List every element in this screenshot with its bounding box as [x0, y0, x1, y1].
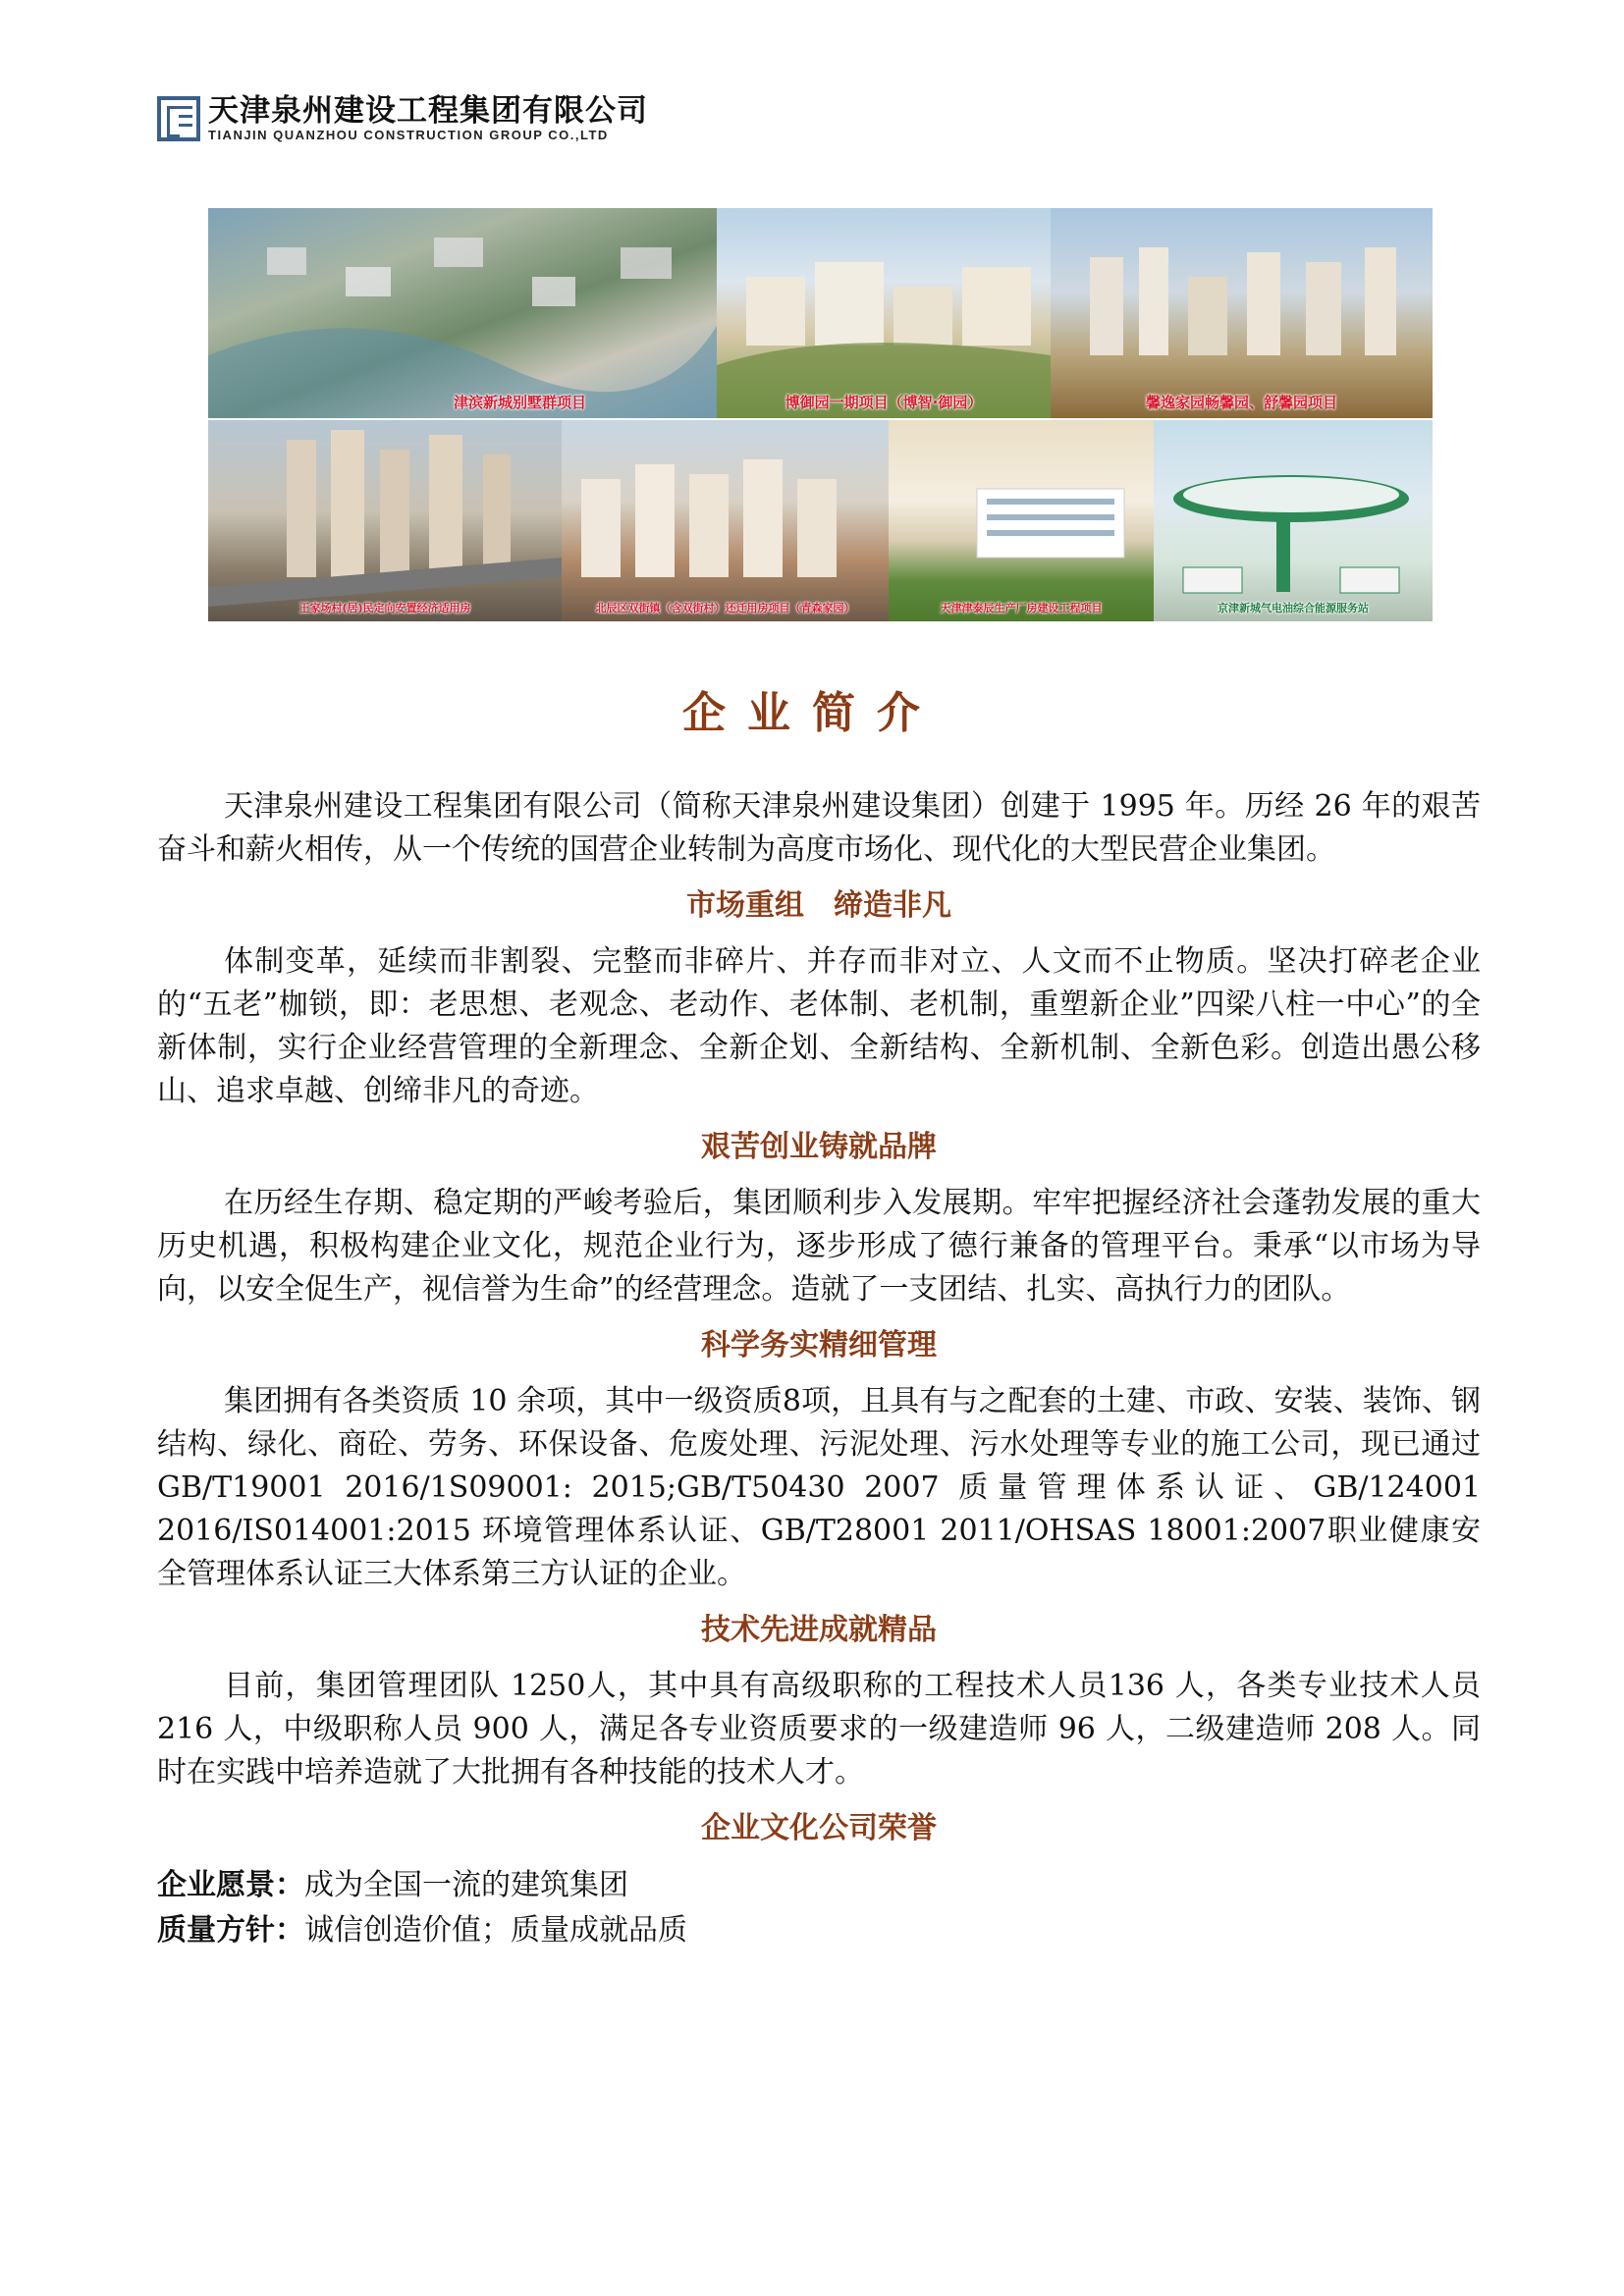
project-photo-boyu [717, 208, 1051, 418]
project-photo-factory [889, 420, 1154, 621]
quality-row [157, 1908, 1481, 1953]
photo-caption: 京津新城气电油综合能源服务站 [1218, 602, 1369, 614]
photo-caption: 北辰区双街镇（含双街村）还迁用房项目（青森家园） [595, 602, 855, 614]
photo-caption: 津滨新城别墅群项目 [454, 394, 587, 411]
photo-caption: 博御园一期项目（博智·御园） [785, 394, 983, 411]
section-paragraph: 目前，集团管理团队 1250人，其中具有高级职称的工程技术人员136 人，各类专业技术人员 216 人，中级职称人员 900 人，满足各专业资质要求的一级建造师 96 人，二级建造师 208 人。同时在实践中培养造就了大批拥有各种技能的技术人才。 [157, 1669, 1481, 1789]
page-title: 企业简介 [682, 688, 942, 738]
company-name-cn: 天津泉州建设工程集团有限公司 [208, 93, 648, 129]
vision-value: 成为全国一流的建筑集团 [304, 1868, 628, 1902]
section-heading: 艰苦创业铸就品牌 [701, 1130, 937, 1164]
company-name-en: TIANJIN QUANZHOU CONSTRUCTION GROUP CO.,LTD [208, 128, 609, 142]
photo-caption: 馨逸家园畅馨园、舒馨园项目 [1145, 394, 1337, 411]
quality-value: 诚信创造价值；质量成就品质 [304, 1913, 687, 1948]
project-photo-villas [208, 208, 717, 418]
company-logo-icon [157, 96, 200, 141]
company-header [157, 94, 648, 143]
project-photo-wangjiachang [208, 420, 562, 621]
project-photo-collage [208, 208, 1433, 621]
section-heading: 技术先进成就精品 [701, 1613, 937, 1647]
section-paragraph: 集团拥有各类资质 10 余项，其中一级资质8项，且具有与之配套的土建、市政、安装、装饰、钢结构、绿化、商砼、劳务、环保设备、危废处理、污泥处理、污水处理等专业的施工公司，现已通过 GB/T19001 2016/1S09001: 2015;GB/T50430 2007 质量管理体系认证、GB/124001 2016/IS014001:2015 环境管理体系认证、GB/T28001 2011/OHSAS 18001:2007职业健康安全管理体系认证三大体系第三方认证的企业。 [157, 1384, 1481, 1591]
section-heading: 科学务实精细管理 [701, 1328, 937, 1362]
project-photo-qingsen [562, 420, 889, 621]
project-photo-xinyi [1051, 208, 1433, 418]
section-paragraph: 体制变革，延续而非割裂、完整而非碎片、并存而非对立、人文而不止物质。坚决打碎老企业的“五老”枷锁，即：老思想、老观念、老动作、老体制、老机制，重塑新企业”四梁八柱一中心”的全新体制，实行企业经营管理的全新理念、全新企划、全新结构、全新机制、全新色彩。创造出愚公移山、追求卓越、创缔非凡的奇迹。 [157, 944, 1481, 1108]
vision-label: 企业愿景： [157, 1868, 304, 1902]
culture-heading: 企业文化公司荣誉 [701, 1811, 937, 1845]
intro-paragraph: 天津泉州建设工程集团有限公司（简称天津泉州建设集团）创建于 1995 年。历经 26 年的艰苦奋斗和薪火相传，从一个传统的国营企业转制为高度市场化、现代化的大型民营企业集团。 [157, 789, 1481, 867]
quality-label: 质量方针： [157, 1913, 304, 1948]
document-body [157, 785, 1481, 1953]
company-name-block [208, 94, 648, 143]
section-paragraph: 在历经生存期、稳定期的严峻考验后，集团顺利步入发展期。牢牢把握经济社会蓬勃发展的重大历史机遇，积极构建企业文化，规范企业行为，逐步形成了德行兼备的管理平台。秉承“以市场为导向，以安全促生产，视信誉为生命”的经营理念。造就了一支团结、扎实、高执行力的团队。 [157, 1186, 1481, 1307]
photo-caption: 王家场村(居)民定向安置经济适用房 [298, 602, 471, 614]
photo-caption: 天津津泰辰生产厂房建设工程项目 [940, 602, 1103, 614]
project-photo-energy-station [1154, 420, 1433, 621]
vision-row [157, 1863, 1481, 1908]
section-heading: 市场重组 缔造非凡 [686, 888, 951, 923]
